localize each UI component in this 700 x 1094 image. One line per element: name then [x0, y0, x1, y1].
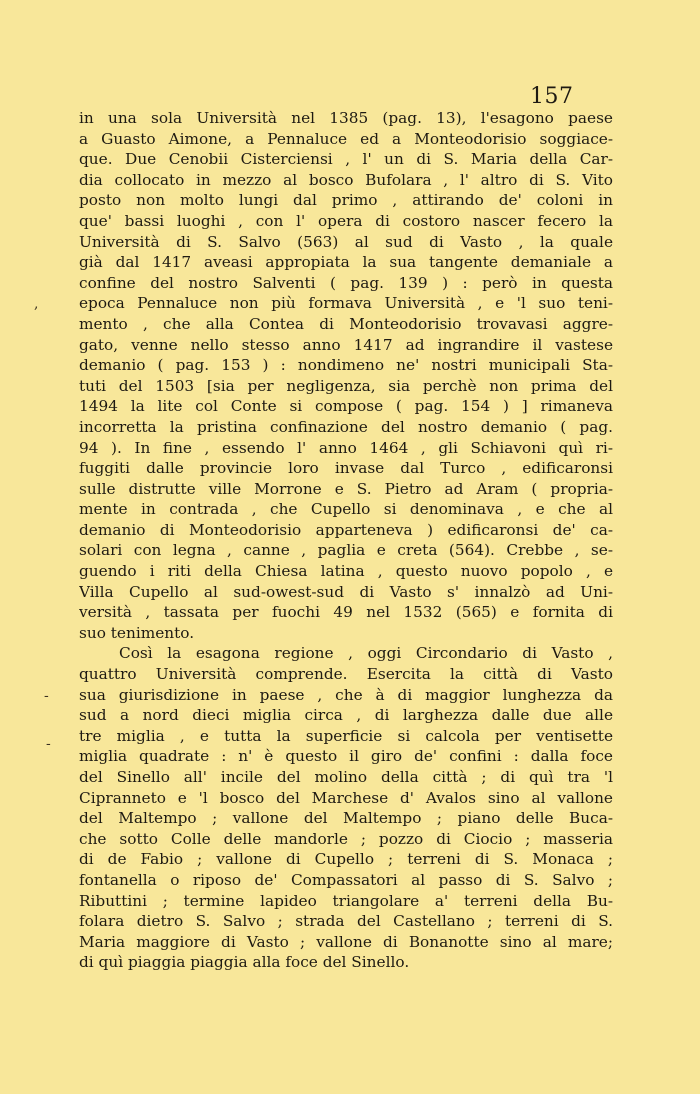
text-line: suo tenimento.: [79, 623, 195, 642]
text-line: Cipranneto e 'l bosco del Marchese d' Avalos sino al vallone: [79, 788, 613, 807]
text-line: sulle distrutte ville Morrone e S. Pietro ad Aram ( propria-: [79, 479, 613, 498]
text-line: tuti del 1503 [sia per negligenza, sia perchè non prima del: [79, 376, 613, 395]
text-line: che sotto Colle delle mandorle ; pozzo di Ciocio ; masseria: [79, 829, 613, 848]
text-line: mento , che alla Contea di Monteodorisio trovavasi aggre-: [79, 314, 613, 333]
text-line: a Guasto Aimone, a Pennaluce ed a Monteodorisio soggiace-: [79, 129, 613, 148]
text-line: posto non molto lungi dal primo , attirando de' coloni in: [79, 191, 613, 210]
text-line: demanio di Monteodorisio apparteneva ) edificaronsi de' ca-: [79, 520, 613, 539]
page-number: 157: [530, 84, 574, 109]
text-line: miglia quadrate : n' è questo il giro de' confini : dalla foce: [79, 747, 613, 766]
text-line: guendo i riti della Chiesa latina , questo nuovo popolo , e: [79, 562, 613, 581]
text-line: fuggiti dalle provincie loro invase dal Turco , edificaronsi: [79, 459, 613, 478]
text-line: solari con legna , canne , paglia e creta (564). Crebbe , se-: [79, 541, 613, 560]
text-line: di quì piaggia piaggia alla foce del Sinello.: [79, 953, 410, 972]
text-line: 1494 la lite col Conte si compose ( pag. 154 ) ] rimaneva: [79, 397, 613, 416]
text-line: Ributtini ; termine lapideo triangolare a' terreni della Bu-: [79, 891, 613, 910]
text-line: del Sinello all' incile del molino della città ; di quì tra 'l: [79, 768, 613, 786]
text-line: versità , tassata per fuochi 49 nel 1532 (565) e fornita di: [79, 603, 613, 622]
paragraph: [79, 643, 613, 973]
text-line: que' bassi luoghi , con l' opera di costoro nascer fecero la: [79, 211, 613, 230]
text-line: confine del nostro Salventi ( pag. 139 ) : però in questa: [79, 273, 613, 292]
text-line: di de Fabio ; vallone di Cupello ; terreni di S. Monaca ;: [79, 850, 613, 869]
text-line: mente in contrada , che Cupello si denominava , e che al: [79, 500, 613, 519]
text-line: Università di S. Salvo (563) al sud di Vasto , la quale: [79, 232, 613, 251]
text-line: demanio ( pag. 153 ) : nondimeno ne' nostri municipali Sta-: [79, 356, 613, 375]
text-line: folara dietro S. Salvo ; strada del Castellano ; terreni di S.: [79, 912, 613, 931]
text-line: sud a nord dieci miglia circa , di larghezza dalle due alle: [79, 706, 613, 725]
text-line: Maria maggiore di Vasto ; vallone di Bonanotte sino al mare;: [79, 932, 613, 951]
text-line: 94 ). In fine , essendo l' anno 1464 , gli Schiavoni quì ri-: [79, 438, 613, 457]
text-line: in una sola Università nel 1385 (pag. 13), l'esagono paese: [79, 109, 613, 127]
text-line: sua giurisdizione in paese , che à di maggior lunghezza da: [79, 685, 613, 704]
text-line: tre miglia , e tutta la superficie si calcola per ventisette: [79, 726, 613, 745]
text-line: dia collocato in mezzo al bosco Bufolara , l' altro di S. Vito: [79, 170, 613, 189]
text-line: incorretta la pristina confinazione del nostro demanio ( pag.: [79, 417, 613, 436]
text-line: del Maltempo ; vallone del Maltempo ; piano delle Buca-: [79, 809, 613, 828]
paragraph: [79, 108, 613, 643]
text-line: Così la esagona regione , oggi Circondario di Vasto ,: [119, 644, 613, 663]
margin-mark: ,: [34, 296, 39, 312]
text-line: epoca Pennaluce non più formava Università , e 'l suo teni-: [79, 294, 613, 313]
text-line: già dal 1417 aveasi appropiata la sua tangente demaniale a: [79, 253, 613, 272]
margin-mark: -: [46, 736, 51, 752]
text-line: quattro Università comprende. Esercita la città di Vasto: [79, 665, 613, 684]
margin-mark: -: [44, 688, 49, 704]
text-line: Villa Cupello al sud-owest-sud di Vasto s' innalzò ad Uni-: [79, 582, 613, 601]
text-line: gato, venne nello stesso anno 1417 ad ingrandire il vastese: [79, 335, 613, 354]
body-text: [79, 108, 613, 973]
text-line: que. Due Cenobii Cisterciensi , l' un di S. Maria della Car-: [79, 150, 613, 169]
text-line: fontanella o riposo de' Compassatori al passo di S. Salvo ;: [79, 870, 613, 889]
